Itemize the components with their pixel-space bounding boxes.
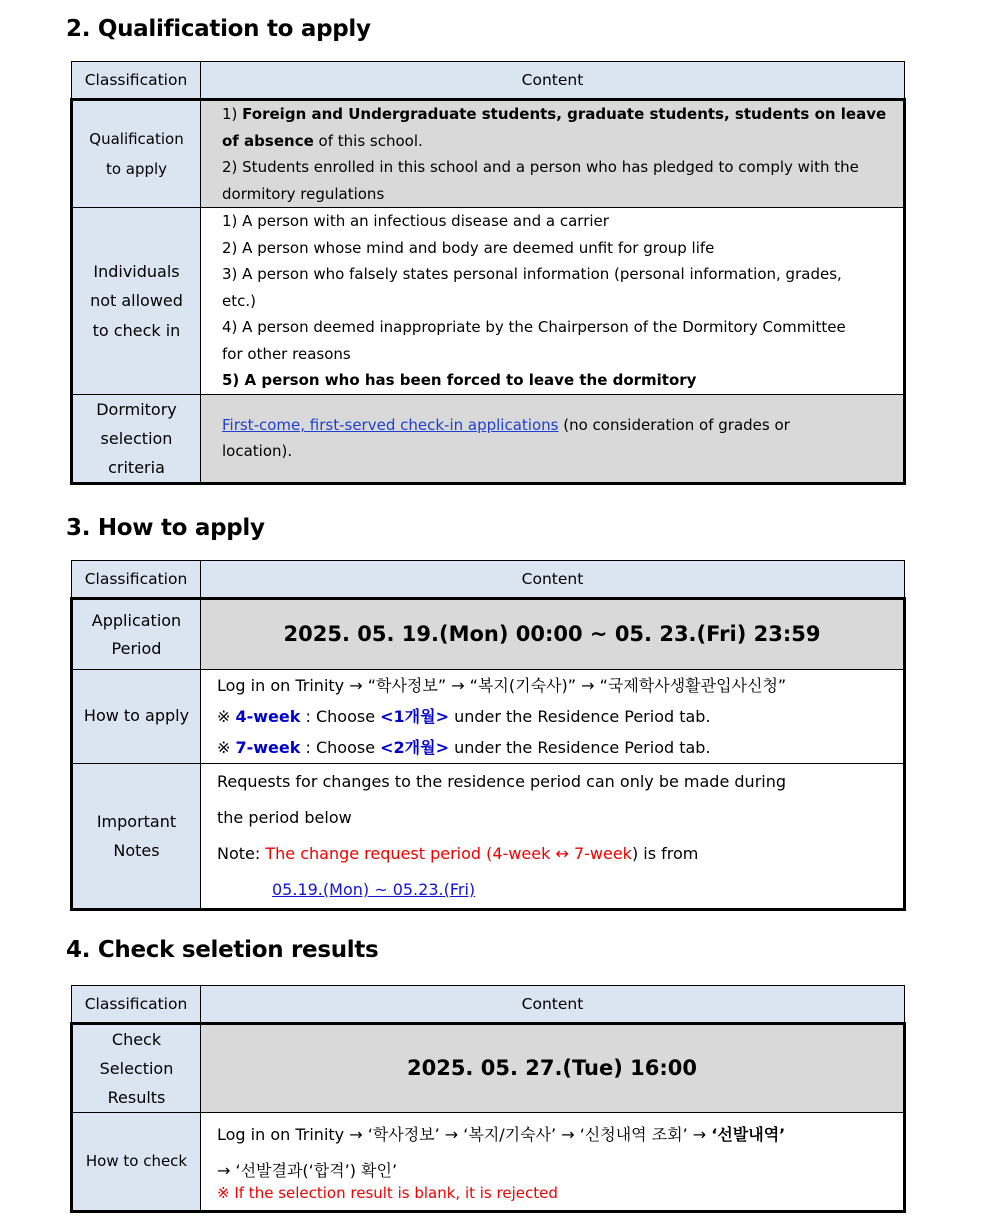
row-label-check-results <box>72 1024 201 1113</box>
label-line: Qualification <box>89 129 184 148</box>
row-label-criteria <box>72 394 201 483</box>
label-line: Period <box>111 638 162 658</box>
choice-label: <1개월> <box>380 707 449 726</box>
how-to-apply-table <box>70 560 906 911</box>
row-label-not-allowed <box>72 208 201 395</box>
table-row <box>72 599 905 670</box>
label-line: Individuals <box>93 261 180 281</box>
check-steps-text: Log in on Trinity → ‘학사정보’ → ‘복지/기숙사’ → ‘신청내역 조회’ → <box>217 1124 712 1144</box>
row-label-how-to-check: How to check <box>72 1113 201 1212</box>
label-line: Results <box>107 1088 166 1107</box>
row-label-qualification <box>72 100 201 208</box>
table-row <box>72 1113 905 1212</box>
header-content: Content <box>201 62 905 100</box>
results-table <box>70 985 906 1213</box>
results-date-value: 2025. 05. 27.(Tue) 16:00 <box>201 1024 905 1113</box>
choice-label: <2개월> <box>380 738 449 757</box>
week-label: 7-week <box>235 738 301 757</box>
label-line: to check in <box>92 320 181 340</box>
label-line: criteria <box>108 457 165 477</box>
section-heading-qualification: 2. Qualification to apply <box>66 16 371 42</box>
table-row <box>72 1024 905 1113</box>
table-row <box>72 394 905 483</box>
header-classification: Classification <box>72 561 201 599</box>
week-label: 4-week <box>235 707 301 726</box>
row-content-how-to-check <box>201 1113 905 1212</box>
label-line: Dormitory <box>96 399 177 419</box>
label-line: Check <box>111 1030 162 1049</box>
list-item: 2) A person whose mind and body are deemed unfit for group life <box>222 238 715 257</box>
qual-item-2: 2) Students enrolled in this school and a person who has pledged to comply with the dormitory regulations <box>222 158 859 203</box>
criteria-rest: (no consideration of grades or location). <box>222 415 790 460</box>
table-row <box>72 670 905 764</box>
note-prefix: Note: <box>217 844 266 863</box>
application-period-value: 2025. 05. 19.(Mon) 00:00 ~ 05. 23.(Fri) 23:59 <box>201 599 905 670</box>
section-heading-results: 4. Check seletion results <box>66 937 379 963</box>
note-text: : Choose <box>300 707 381 726</box>
check-result-step: → ‘선발결과(‘합격’) 확인’ <box>217 1160 398 1180</box>
check-steps <box>217 1117 903 1153</box>
row-content-important-notes <box>201 764 905 910</box>
note-text: : Choose <box>300 738 381 757</box>
note-text: under the Residence Period tab. <box>448 707 711 726</box>
apply-steps: Log in on Trinity → “학사정보” → “복지(기숙사)” → “국제학사생활관입사신청” <box>217 676 787 695</box>
table-row <box>72 100 905 208</box>
section-heading-how-to-apply: 3. How to apply <box>66 515 265 541</box>
row-label-application-period <box>72 599 201 670</box>
table-row <box>72 764 905 910</box>
qualification-table <box>70 61 906 485</box>
qual-item-1-end: of this school. <box>313 131 423 150</box>
label-line: selection <box>100 428 173 448</box>
label-line: not allowed <box>90 291 183 310</box>
rejection-warning: ※ If the selection result is blank, it is rejected <box>217 1183 558 1202</box>
table-row <box>72 208 905 395</box>
header-content: Content <box>201 986 905 1024</box>
note-text: ) is from <box>631 844 699 863</box>
table-header-row <box>72 986 905 1024</box>
notes-line: the period below <box>217 808 352 827</box>
criteria-link[interactable]: First-come, first-served check-in applications <box>222 415 559 434</box>
notes-line: Requests for changes to the residence period can only be made during <box>217 772 787 791</box>
note-text: under the Residence Period tab. <box>448 738 711 757</box>
note-4-week <box>217 701 903 732</box>
header-classification: Classification <box>72 986 201 1024</box>
note-highlight: The change request period (4-week ↔ 7-week <box>265 844 632 863</box>
header-content: Content <box>201 561 905 599</box>
list-item: 4) A person deemed inappropriate by the Chairperson of the Dormitory Committee for other reasons <box>222 318 846 363</box>
row-label-important-notes <box>72 764 201 910</box>
note-mark: ※ <box>217 738 236 757</box>
row-content-criteria <box>201 394 905 483</box>
list-item: 5) A person who has been forced to leave the dormitory <box>222 371 697 389</box>
label-line: to apply <box>105 160 168 178</box>
header-classification: Classification <box>72 62 201 100</box>
notes-change-period <box>217 836 903 872</box>
label-line: Notes <box>113 841 160 860</box>
change-dates: 05.19.(Mon) ~ 05.23.(Fri) <box>272 880 476 899</box>
row-label-how-to-apply: How to apply <box>72 670 201 764</box>
list-item: 1) A person with an infectious disease and a carrier <box>222 212 609 230</box>
qual-item-1-bold: Foreign and Undergraduate students, graduate students, students on leave of absence <box>222 105 887 150</box>
table-header-row <box>72 561 905 599</box>
qual-item-1-prefix: 1) <box>222 105 243 123</box>
table-header-row <box>72 62 905 100</box>
note-7-week <box>217 732 903 763</box>
row-content-how-to-apply <box>201 670 905 764</box>
label-line: Application <box>91 610 182 630</box>
note-mark: ※ <box>217 707 236 726</box>
row-content-not-allowed <box>201 208 905 395</box>
label-line: Selection <box>99 1059 174 1078</box>
row-content-qualification <box>201 100 905 208</box>
list-item: 3) A person who falsely states personal information (personal information, grades, etc.) <box>222 265 842 310</box>
label-line: Important <box>96 812 177 831</box>
check-steps-bold: ‘선발내역’ <box>711 1124 786 1144</box>
